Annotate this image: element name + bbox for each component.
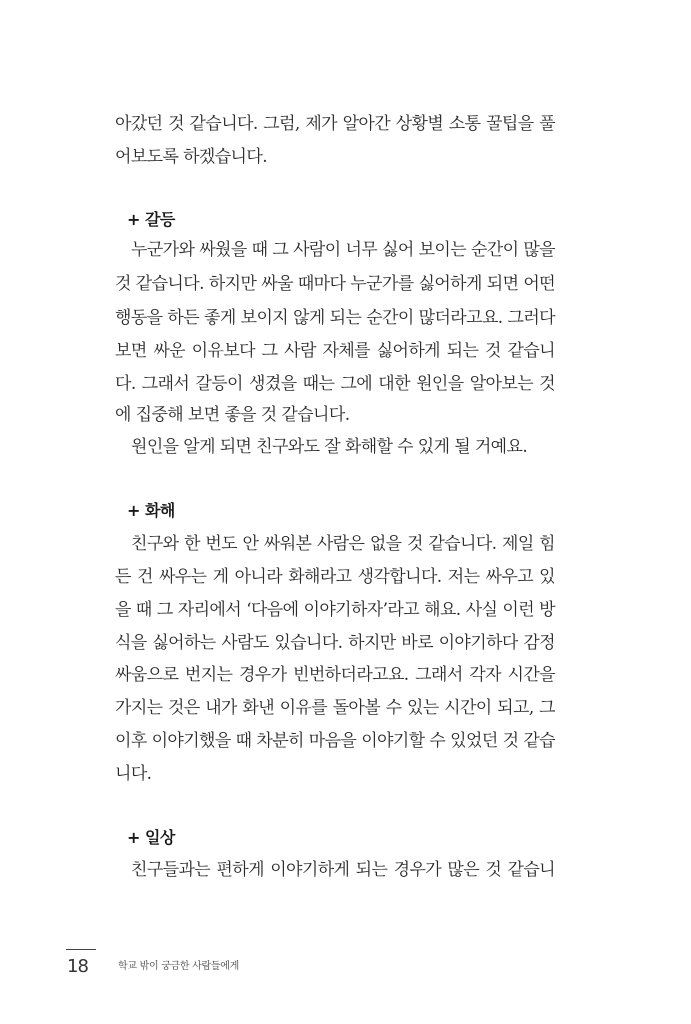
page-number: 18 xyxy=(67,956,88,977)
section-heading-conflict: + 갈등 xyxy=(127,210,175,229)
footer-rule xyxy=(66,949,96,950)
paragraph-line: 든 건 싸우는 게 아니라 화해라고 생각합니다. 저는 싸우고 있 xyxy=(115,567,555,587)
paragraph-line: 을 때 그 자리에서 ‘다음에 이야기하자’라고 해요. 사실 이런 방 xyxy=(115,600,555,620)
intro-line: 아갔던 것 같습니다. 그럼, 제가 알아간 상황별 소통 꿀팁을 풀 xyxy=(115,114,555,134)
paragraph-line: 가지는 것은 내가 화낸 이유를 돌아볼 수 있는 시간이 되고, 그 xyxy=(115,698,555,718)
paragraph-line: 원인을 알게 되면 친구와도 잘 화해할 수 있게 될 거예요. xyxy=(131,437,528,457)
intro-line: 어보도록 하겠습니다. xyxy=(115,147,268,167)
paragraph-line: 식을 싫어하는 사람도 있습니다. 하지만 바로 이야기하다 감정 xyxy=(115,633,555,653)
paragraph-line: 보면 싸운 이유보다 그 사람 자체를 싫어하게 되는 것 같습니 xyxy=(115,341,555,361)
paragraph-line: 싸움으로 번지는 경우가 빈번하더라고요. 그래서 각자 시간을 xyxy=(115,665,555,685)
section-heading-reconciliation: + 화해 xyxy=(127,501,175,520)
paragraph-line: 이후 이야기했을 때 차분히 마음을 이야기할 수 있었던 것 같습 xyxy=(115,731,555,751)
paragraph-line: 에 집중해 보면 좋을 것 같습니다. xyxy=(115,405,350,425)
paragraph-line: 니다. xyxy=(115,764,152,784)
paragraph-line: 친구와 한 번도 안 싸워본 사람은 없을 것 같습니다. 제일 힘 xyxy=(131,534,555,554)
paragraph-line: 것 같습니다. 하지만 싸울 때마다 누군가를 싫어하게 되면 어떤 xyxy=(115,274,555,294)
paragraph-line: 행동을 하든 좋게 보이지 않게 되는 순간이 많더라고요. 그러다 xyxy=(115,308,555,328)
paragraph-line: 친구들과는 편하게 이야기하게 되는 경우가 많은 것 같습니 xyxy=(131,860,555,880)
book-title: 학교 밖이 궁금한 사람들에게 xyxy=(118,961,239,972)
paragraph-line: 누군가와 싸웠을 때 그 사람이 너무 싫어 보이는 순간이 많을 xyxy=(131,240,555,260)
paragraph-line: 다. 그래서 갈등이 생겼을 때는 그에 대한 원인을 알아보는 것 xyxy=(115,374,555,394)
section-heading-daily-life: + 일상 xyxy=(127,828,175,847)
